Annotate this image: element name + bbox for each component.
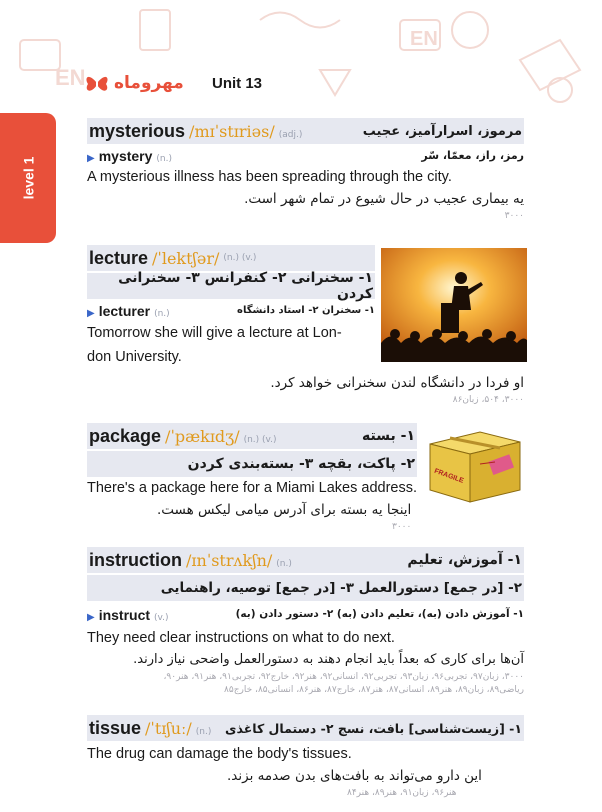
derivative-word: lecturer xyxy=(98,302,151,319)
headword-bar xyxy=(87,423,417,449)
derivative-row xyxy=(87,601,524,627)
derivative-row xyxy=(87,299,375,321)
exam-references: ۳۰۰۰ xyxy=(392,522,412,532)
part-of-speech: (n.) xyxy=(195,726,212,737)
derivative-meaning: رمز، راز، معمّا، سّر xyxy=(421,148,524,162)
svg-text:EN: EN xyxy=(55,65,86,90)
pronunciation: /mɪˈstɪriəs/ xyxy=(189,121,275,141)
meaning: ۱- بسته xyxy=(362,428,415,444)
example-translation: آن‌ها برای کاری که بعداً باید انجام دهند به دستورالعمل واضحی نیاز دارند. xyxy=(133,652,524,667)
meaning: مرموز، اسرارآمیز، عجیب xyxy=(362,123,522,139)
example-sentence: There's a package here for a Miami Lakes address. xyxy=(87,480,417,496)
meaning-bar xyxy=(87,270,375,302)
triangle-arrow-icon: ▶ xyxy=(87,152,95,164)
meaning-bar-2 xyxy=(87,451,417,477)
exam-references: ۳۰۰۰ xyxy=(504,211,524,221)
level-label: level 1 xyxy=(19,156,36,200)
example-sentence-line-2: don University. xyxy=(87,349,182,365)
part-of-speech: (adj.) xyxy=(278,129,303,140)
entry-instruction xyxy=(87,547,524,697)
exam-references-line-1: ۳۰۰۰، زبان۹۷، تجربی۹۶، زبان۹۳، تجربی۹۲، انسانی۹۲، هنر۹۲، خارج۹۲، تجربی۹۱، هنر۹۱، هنر۹۰، xyxy=(163,672,524,682)
exam-references: ۳۰۰۰، ۵۰۴، زبان۸۶ xyxy=(452,395,524,405)
part-of-speech: (n.) (v.) xyxy=(223,253,257,263)
headword-bar xyxy=(87,245,375,271)
headword: package xyxy=(89,425,162,446)
headword-bar xyxy=(87,715,524,741)
meaning-2: ۲- پاکت، بقچه ۳- بسته‌بندی کردن xyxy=(187,456,415,472)
meaning-2: ۲- [در جمع] دستورالعمل ۳- [در جمع] توصیه، راهنمایی xyxy=(160,580,522,596)
entry-package xyxy=(87,423,417,477)
derivative-meaning: ۱- آموزش دادن (به)، تعلیم دادن (به) ۲- دستور دادن (به) xyxy=(235,608,524,620)
meaning-bar-2 xyxy=(87,575,524,601)
derivative-pos: (n.) xyxy=(156,153,172,164)
headword: tissue xyxy=(89,717,142,738)
meaning: ۱- [زیست‌شناسی] بافت، نسج ۲- دستمال کاغذی xyxy=(225,720,522,736)
derivative-pos: (v.) xyxy=(154,612,169,623)
fragile-label: FRAGILE xyxy=(433,467,465,485)
package-image xyxy=(420,424,526,506)
entry-mysterious xyxy=(87,118,524,223)
brand-logo xyxy=(84,70,184,96)
example-sentence: They need clear instructions on what to do next. xyxy=(87,630,395,646)
meaning: ۱- آموزش، تعلیم xyxy=(407,552,522,568)
butterfly-icon xyxy=(84,70,110,96)
brand-name: مهروماه xyxy=(114,73,184,93)
headword: lecture xyxy=(89,247,149,268)
entry-lecture xyxy=(87,245,375,369)
example-sentence: The drug can damage the body's tissues. xyxy=(87,746,352,762)
derivative-row xyxy=(87,144,524,166)
derivative-word: instruct xyxy=(98,606,151,623)
entry-tissue xyxy=(87,715,524,800)
part-of-speech: (n.) xyxy=(276,558,292,569)
svg-text:EN: EN xyxy=(410,28,438,50)
derivative-meaning: ۱- سخنران ۲- استاد دانشگاه xyxy=(237,304,375,316)
exam-references-line-2: ریاضی۸۹، زبان۸۹، هنر۸۹، انسانی۸۷، هنر۸۷، خارج۸۷، هنر۸۶، انسانی۸۵، خارج۸۵ xyxy=(224,685,524,695)
example-translation: یه بیماری عجیب در حال شیوع در تمام شهر است. xyxy=(244,191,524,207)
exam-references: هنر۹۶، زبان۹۱، هنر۸۹، هنر۸۴ xyxy=(347,788,457,798)
entry-lecture-translation xyxy=(87,372,524,407)
level-tab xyxy=(0,113,56,243)
triangle-arrow-icon: ▶ xyxy=(87,307,95,319)
part-of-speech: (n.) (v.) xyxy=(243,434,277,445)
example-translation: اینجا یه بسته برای آدرس میامی لیکس هست. xyxy=(157,502,412,518)
example-sentence: A mysterious illness has been spreading through the city. xyxy=(87,169,452,185)
headword: instruction xyxy=(89,549,182,570)
headword-bar xyxy=(87,547,524,573)
pronunciation: /ˈlektʃər/ xyxy=(152,248,220,268)
pronunciation: /ˈtɪʃuː/ xyxy=(145,718,192,738)
example-translation: او فردا در دانشگاه لندن سخنرانی خواهد کرد. xyxy=(270,375,524,391)
triangle-arrow-icon: ▶ xyxy=(87,611,95,623)
pronunciation: /ˈpækɪdʒ/ xyxy=(165,426,240,446)
derivative-word: mystery xyxy=(98,147,153,164)
derivative-pos: (n.) xyxy=(154,308,170,319)
pronunciation: /ɪnˈstrʌkʃn/ xyxy=(186,550,273,570)
example-translation: این دارو می‌تواند به بافت‌های بدن صدمه بزند. xyxy=(227,768,482,784)
headword-bar xyxy=(87,118,524,144)
meaning: ۱- سخنرانی ۲- کنفرانس ۳- سخنرانی کردن xyxy=(118,270,373,302)
example-sentence-line-1: Tomorrow she will give a lecture at Lon- xyxy=(87,325,342,341)
lecture-image xyxy=(381,248,527,362)
unit-title: Unit 13 xyxy=(212,75,263,92)
headword: mysterious xyxy=(89,120,186,141)
